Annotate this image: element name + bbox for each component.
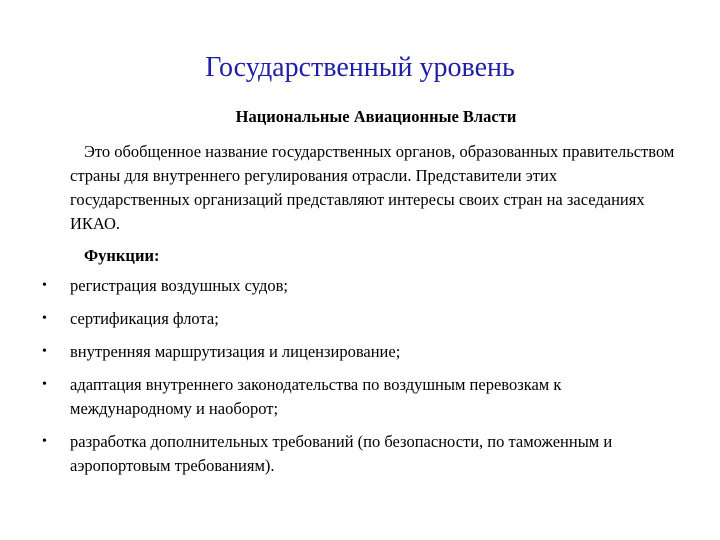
list-item xyxy=(0,430,680,478)
bullet-icon: • xyxy=(42,377,47,392)
list-item-text: внутренняя маршрутизация и лицензирование; xyxy=(70,342,401,361)
list-item xyxy=(0,340,680,364)
functions-list xyxy=(0,274,720,487)
bullet-icon: • xyxy=(42,278,47,293)
bullet-icon: • xyxy=(42,311,47,326)
list-item-text: адаптация внутреннего законодательства по воздушным перевозкам к международному и наоборот; xyxy=(70,375,562,418)
list-item-text: регистрация воздушных судов; xyxy=(70,276,288,295)
slide-subtitle: Национальные Авиационные Власти xyxy=(235,107,517,126)
intro-paragraph: Это обобщенное название государственных органов, образованных правительством страны для внутреннего регулирования отрасли. Представители этих государственных организаций представляют интересы своих стран на заседаниях ИКАО. xyxy=(70,142,675,233)
list-item xyxy=(0,307,680,331)
list-item-text: разработка дополнительных требований (по безопасности, по таможенным и аэропортовым требованиям). xyxy=(70,432,613,475)
list-item xyxy=(0,373,680,421)
list-item xyxy=(0,274,680,298)
slide-title: Государственный уровень xyxy=(205,52,515,83)
bullet-icon: • xyxy=(42,434,47,449)
list-item-text: сертификация флота; xyxy=(70,309,219,328)
bullet-icon: • xyxy=(42,344,47,359)
functions-heading: Функции: xyxy=(84,246,160,265)
